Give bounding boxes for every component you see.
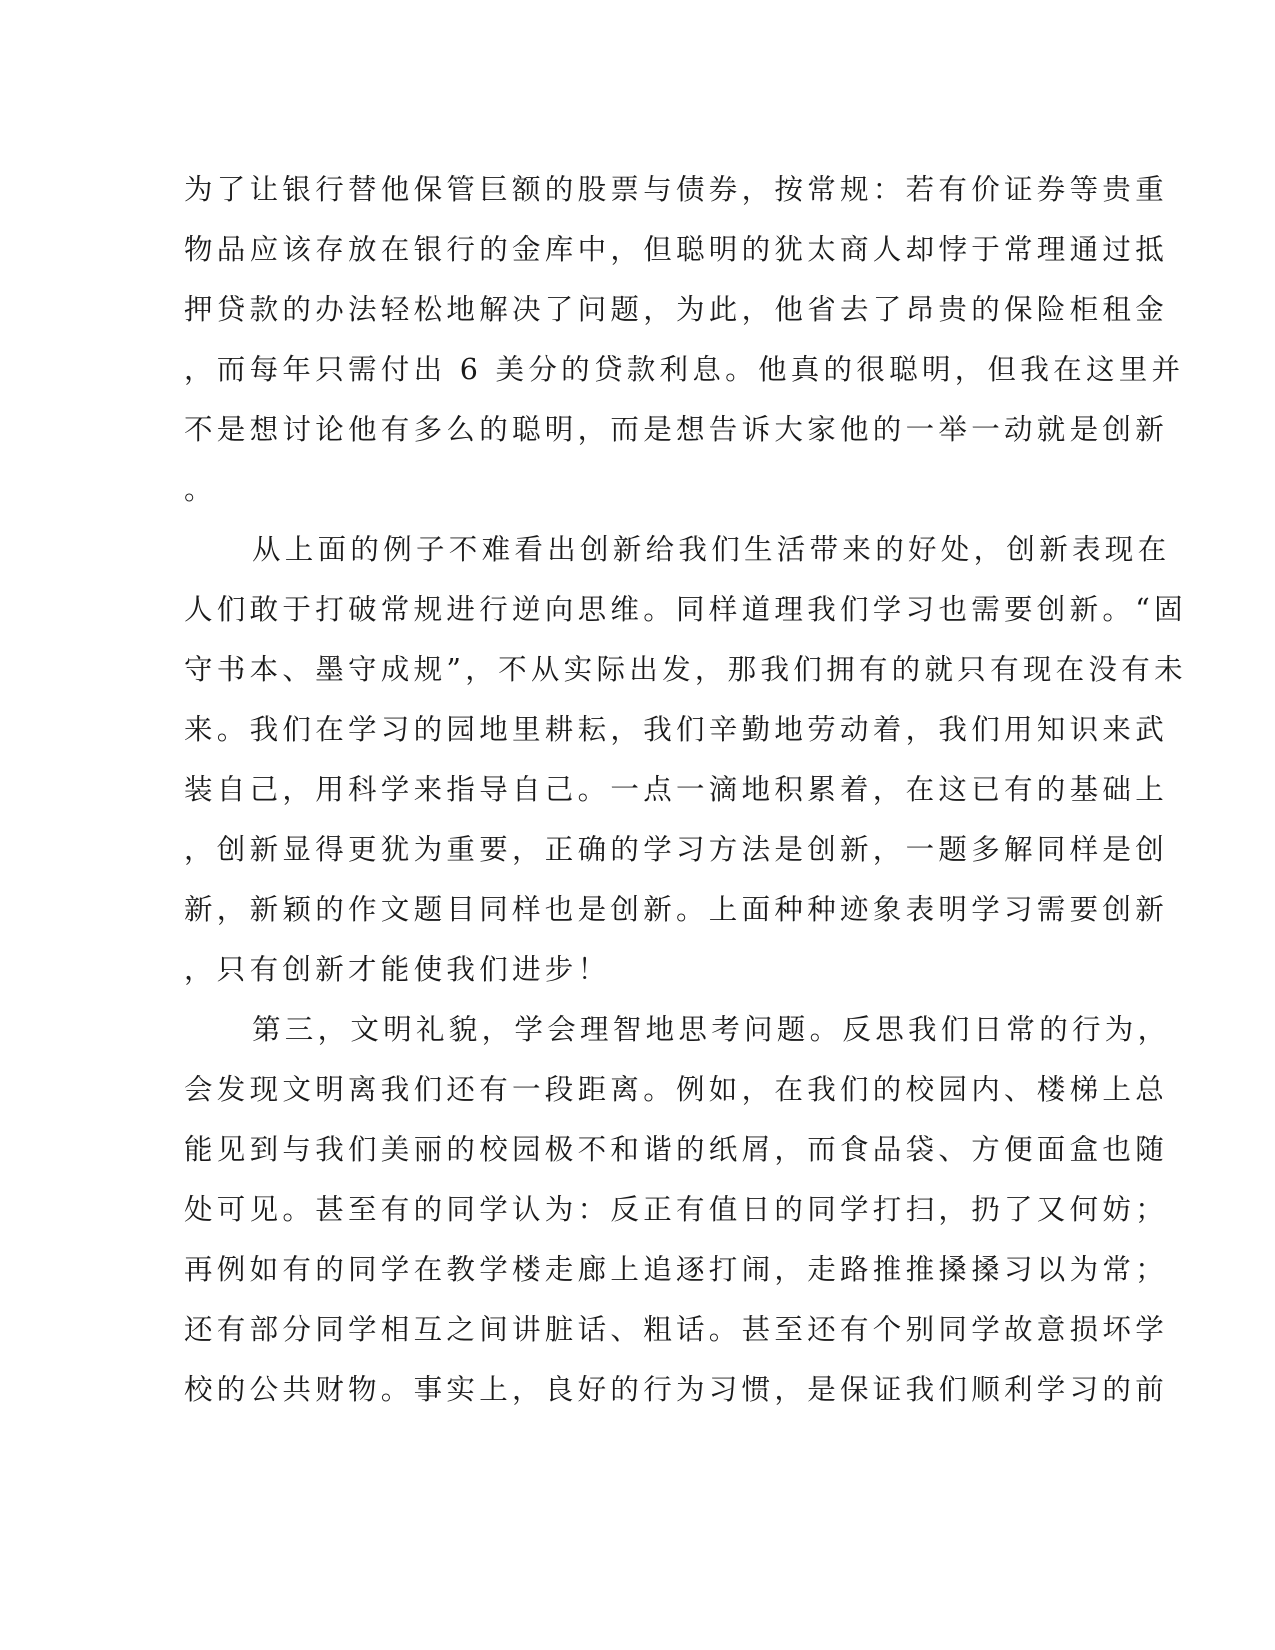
text-line: 还有部分同学相互之间讲脏话、粗话。甚至还有个别同学故意损坏学	[184, 1313, 1169, 1346]
text-line: 处可见。甚至有的同学认为：反正有值日的同学打扫，扔了又何妨；	[184, 1193, 1169, 1226]
text-line: 新，新颖的作文题目同样也是创新。上面种种迹象表明学习需要创新	[184, 893, 1169, 926]
text-line: 人们敢于打破常规进行逆向思维。同样道理我们学习也需要创新。“固	[184, 593, 1187, 626]
paragraph-start-line: 第三，文明礼貌，学会理智地思考问题。反思我们日常的行为，	[252, 1013, 1171, 1046]
text-line: 守书本、墨守成规”，不从实际出发，那我们拥有的就只有现在没有未	[184, 653, 1187, 686]
text-line: 装自己，用科学来指导自己。一点一滴地积累着，在这已有的基础上	[184, 773, 1169, 806]
text-line: 能见到与我们美丽的校园极不和谐的纸屑，而食品袋、方便面盒也随	[184, 1133, 1169, 1166]
text-line: ，只有创新才能使我们进步！	[184, 953, 611, 986]
text-line: 会发现文明离我们还有一段距离。例如，在我们的校园内、楼梯上总	[184, 1073, 1169, 1106]
text-line: ，而每年只需付出 6 美分的贷款利息。他真的很聪明，但我在这里并	[184, 353, 1185, 386]
text-line: 为了让银行替他保管巨额的股票与债券，按常规：若有价证券等贵重	[184, 173, 1169, 206]
text-line: ，创新显得更犹为重要，正确的学习方法是创新，一题多解同样是创	[184, 833, 1169, 866]
text-line: 不是想讨论他有多么的聪明，而是想告诉大家他的一举一动就是创新	[184, 413, 1169, 446]
text-line: 物品应该存放在银行的金库中，但聪明的犹太商人却悖于常理通过抵	[184, 233, 1169, 266]
text-line: 再例如有的同学在教学楼走廊上追逐打闹，走路推推搡搡习以为常；	[184, 1253, 1169, 1286]
text-line: 来。我们在学习的园地里耕耘，我们辛勤地劳动着，我们用知识来武	[184, 713, 1169, 746]
text-line: 校的公共财物。事实上，良好的行为习惯，是保证我们顺利学习的前	[184, 1373, 1169, 1406]
text-line: 押贷款的办法轻松地解决了问题，为此，他省去了昂贵的保险柜租金	[184, 293, 1169, 326]
text-line: 。	[184, 473, 217, 506]
paragraph-start-line: 从上面的例子不难看出创新给我们生活带来的好处，创新表现在	[252, 533, 1171, 566]
body-text	[184, 160, 1187, 1420]
